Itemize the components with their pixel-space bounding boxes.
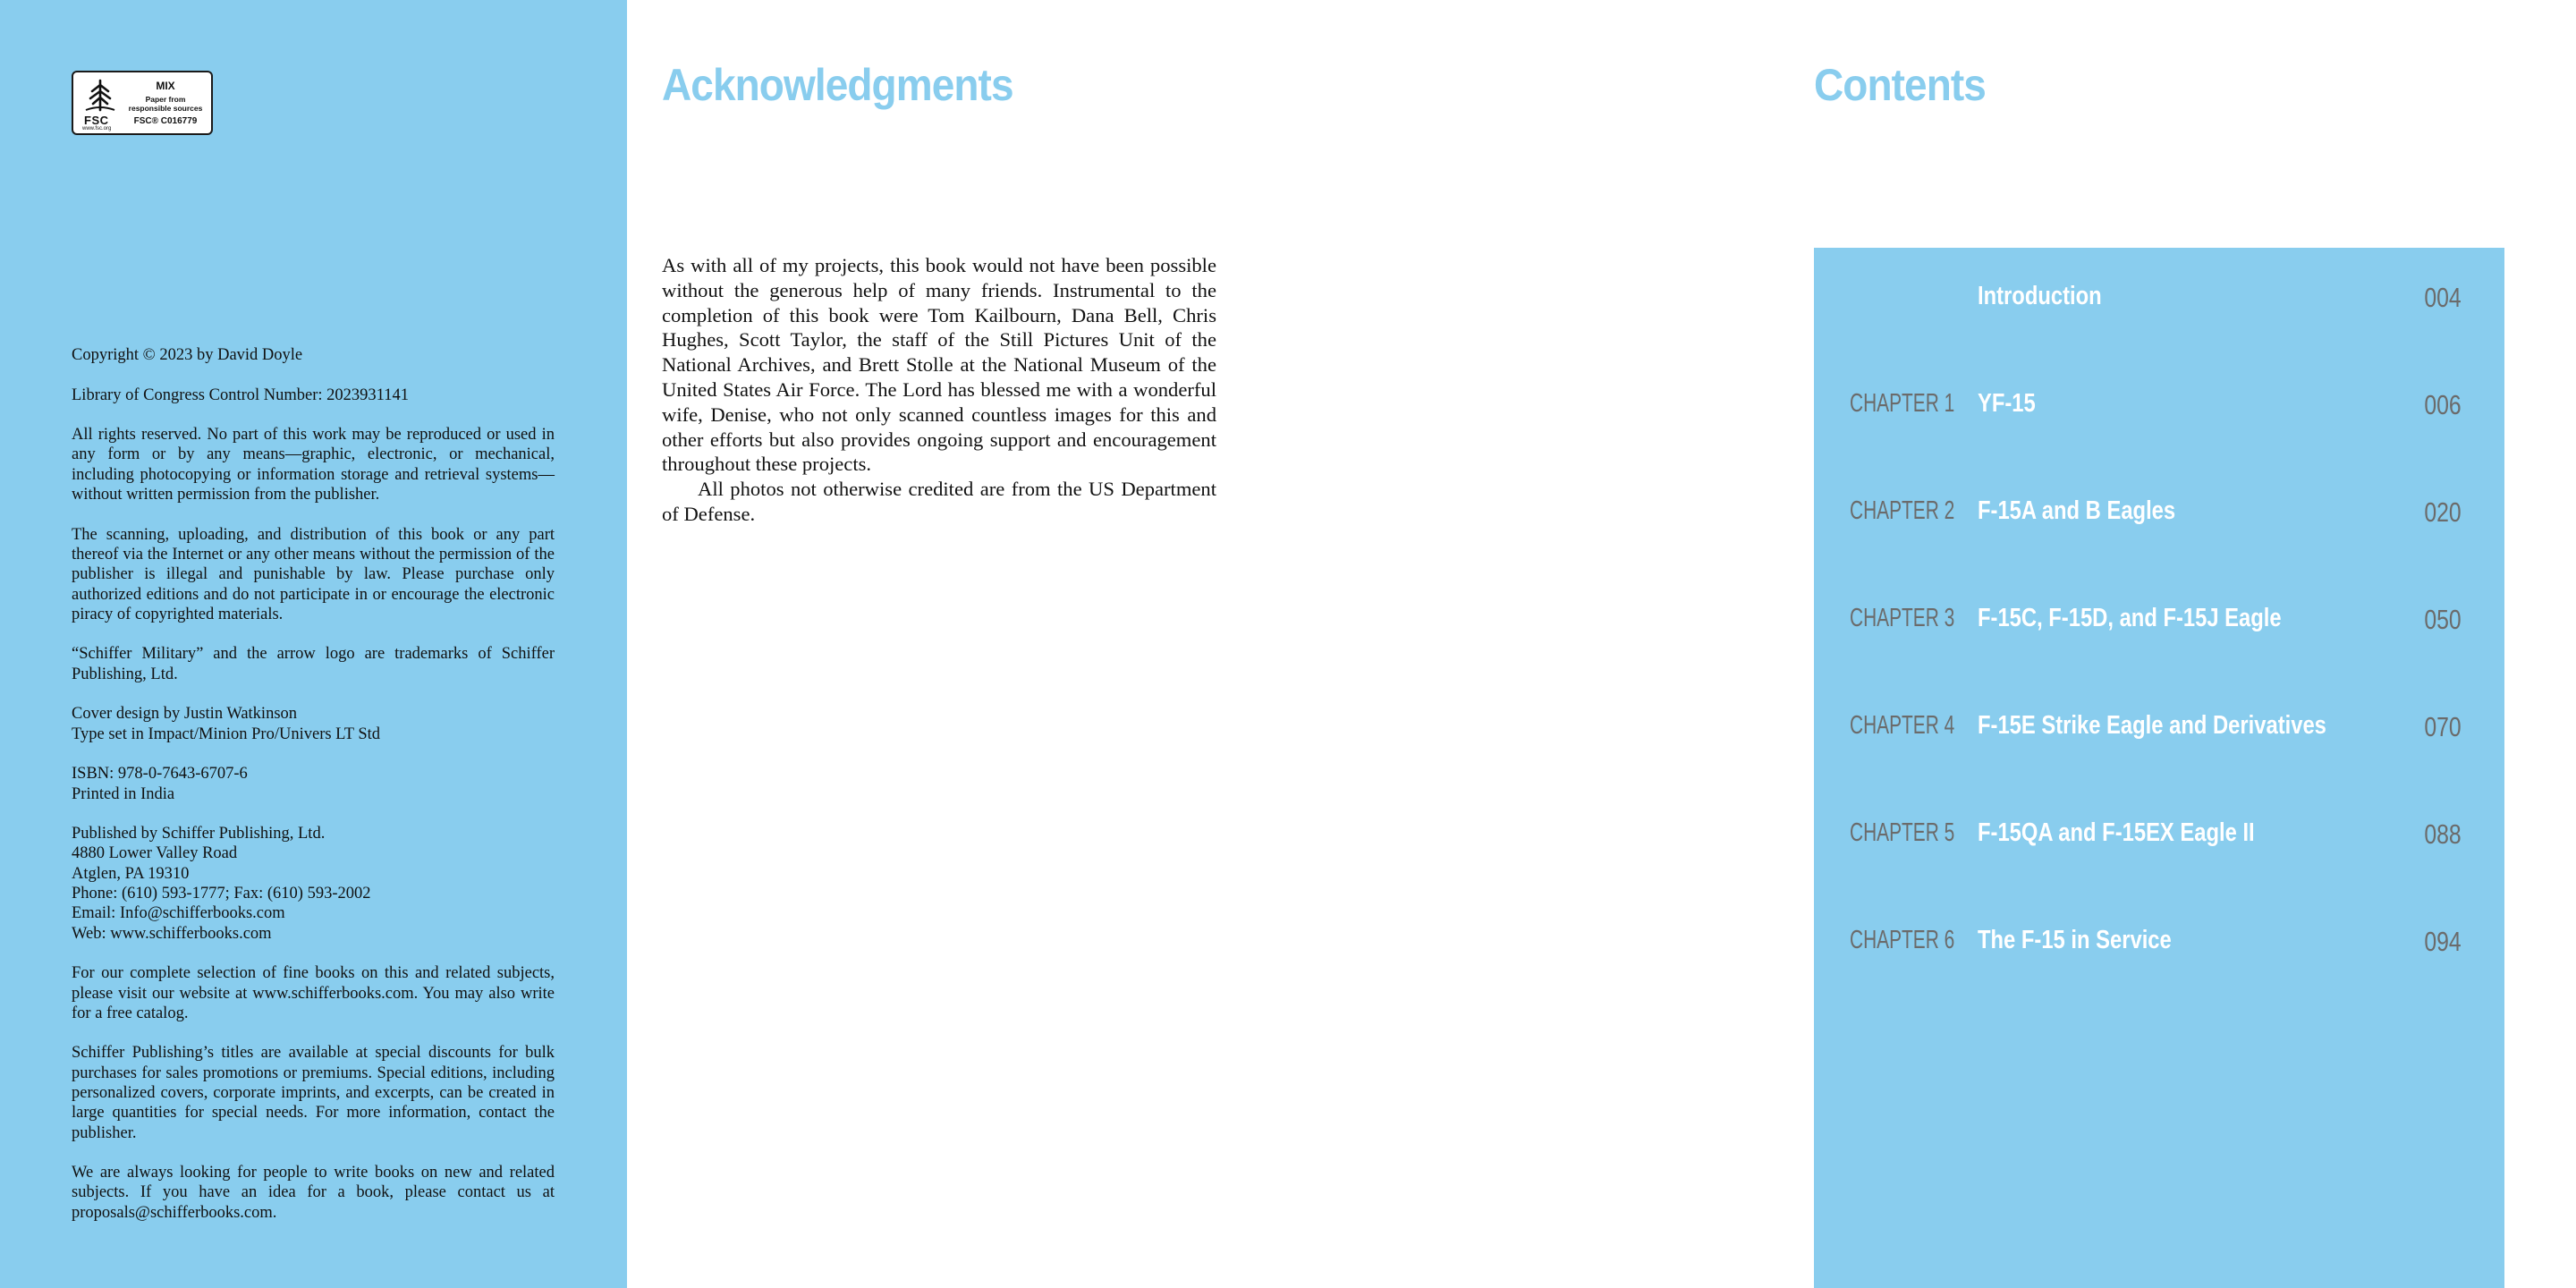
publisher-address-1: 4880 Lower Valley Road <box>72 844 238 863</box>
copyright-line: Copyright © 2023 by David Doyle <box>72 346 303 364</box>
publisher-name: Published by Schiffer Publishing, Ltd. <box>72 825 326 843</box>
toc-page-number: 020 <box>2424 496 2462 528</box>
toc-title: The F-15 in Service <box>1978 926 2172 954</box>
toc-title: YF-15 <box>1978 389 2036 418</box>
toc-entry-chapter-6[interactable] <box>1814 919 2504 963</box>
toc-title: F-15QA and F-15EX Eagle II <box>1978 818 2255 847</box>
toc-page-number: 006 <box>2424 389 2462 420</box>
fsc-license-code: FSC® C016779 <box>133 116 198 126</box>
fsc-paper-line-2: responsible sources <box>128 104 203 113</box>
contents-heading: Contents <box>1814 60 1986 110</box>
copyright-page <box>0 0 627 1288</box>
acknowledgments-paragraph-2: All photos not otherwise credited are from the US Department of Defense. <box>662 478 1216 525</box>
publisher-email: Email: Info@schifferbooks.com <box>72 904 285 923</box>
copyright-text <box>72 345 555 1242</box>
printed-in: Printed in India <box>72 784 175 803</box>
fsc-tree-icon <box>80 78 120 114</box>
toc-page-number: 004 <box>2424 282 2462 313</box>
toc-chapter-label: CHAPTER 5 <box>1850 818 1955 847</box>
typeset-credit: Type set in Impact/Minion Pro/Univers LT Std <box>72 724 381 743</box>
toc-chapter-label: CHAPTER 4 <box>1850 711 1955 740</box>
acknowledgments-body <box>662 253 1216 527</box>
table-of-contents <box>1814 248 2504 1288</box>
toc-chapter-label: CHAPTER 1 <box>1850 389 1955 418</box>
loc-control-number: Library of Congress Control Number: 2023931141 <box>72 386 409 404</box>
fsc-mix-label: MIX <box>156 80 175 92</box>
authors-paragraph: We are always looking for people to write books on new and related subjects. If you have an idea for a book, please contact us at proposals@schifferbooks.com. <box>72 1164 555 1222</box>
publisher-contact <box>72 824 555 944</box>
fsc-url: www.fsc.org <box>82 126 112 131</box>
discounts-paragraph: Schiffer Publishing’s titles are available at special discounts for bulk purchases for sales promotions or premiums. Special editions, including personalized covers, corporate imprints, and excerpts, can be created in large quantities for special needs. For more information, contact the publisher. <box>72 1044 555 1142</box>
toc-chapter-label: CHAPTER 2 <box>1850 496 1955 525</box>
toc-entry-chapter-4[interactable] <box>1814 704 2504 749</box>
toc-title: F-15E Strike Eagle and Derivatives <box>1978 711 2326 740</box>
trademark-paragraph: “Schiffer Military” and the arrow logo are trademarks of Schiffer Publishing, Ltd. <box>72 645 555 683</box>
toc-page-number: 070 <box>2424 711 2462 742</box>
acknowledgments-paragraph-1: As with all of my projects, this book would not have been possible without the generous help of many friends. Instrumental to the completion of this book were Tom Kailbourn, Dana Bell, Chris Hughes, Scott Taylor, the staff of the Still Pictures Unit of the National Archives, and Brett Stolle at the National Museum of the United States Air Force. The Lord has blessed me with a wonderful wife, Denise, who not only scanned countless images for this and other efforts but also provides ongoing support and encouragement throughout these projects. <box>662 254 1216 476</box>
toc-chapter-label: CHAPTER 3 <box>1850 604 1955 632</box>
toc-entry-chapter-1[interactable] <box>1814 382 2504 427</box>
acknowledgments-heading: Acknowledgments <box>662 60 1013 110</box>
publisher-web: Web: www.schifferbooks.com <box>72 924 272 943</box>
rights-paragraph: All rights reserved. No part of this work may be reproduced or used in any form or by any means—graphic, electronic, or mechanical, including photocopying or information storage and retrieval systems—without written permission from the publisher. <box>72 426 555 504</box>
publisher-phone: Phone: (610) 593-1777; Fax: (610) 593-2002 <box>72 885 371 903</box>
design-credits <box>72 704 555 744</box>
toc-title: Introduction <box>1978 282 2102 310</box>
cover-design-credit: Cover design by Justin Watkinson <box>72 705 298 724</box>
fsc-paper-label <box>123 95 208 113</box>
toc-entry-chapter-3[interactable] <box>1814 597 2504 641</box>
fsc-certification-logo <box>72 71 213 135</box>
fsc-mark: FSC <box>84 114 109 127</box>
toc-entry-chapter-5[interactable] <box>1814 811 2504 856</box>
publisher-address-2: Atglen, PA 19310 <box>72 864 190 883</box>
piracy-paragraph: The scanning, uploading, and distribution of this book or any part thereof via the Internet or any other means without the permission of the publisher is illegal and punishable by law. Please purchase only authorized editions and do not participate in or encourage the electronic piracy of copyrighted materials. <box>72 525 555 623</box>
toc-page-number: 088 <box>2424 818 2462 850</box>
toc-page-number: 050 <box>2424 604 2462 635</box>
toc-title: F-15A and B Eagles <box>1978 496 2176 525</box>
isbn-block <box>72 764 555 804</box>
toc-chapter-label: CHAPTER 6 <box>1850 926 1955 954</box>
toc-entry-chapter-2[interactable] <box>1814 489 2504 534</box>
selection-paragraph: For our complete selection of fine books on this and related subjects, please visit our website at www.schifferbooks.com. You may also write for a free catalog. <box>72 964 555 1022</box>
toc-entry-introduction[interactable] <box>1814 275 2504 319</box>
toc-title: F-15C, F-15D, and F-15J Eagle <box>1978 604 2282 632</box>
isbn: ISBN: 978-0-7643-6707-6 <box>72 765 248 784</box>
fsc-paper-line-1: Paper from <box>145 95 186 104</box>
toc-page-number: 094 <box>2424 926 2462 957</box>
